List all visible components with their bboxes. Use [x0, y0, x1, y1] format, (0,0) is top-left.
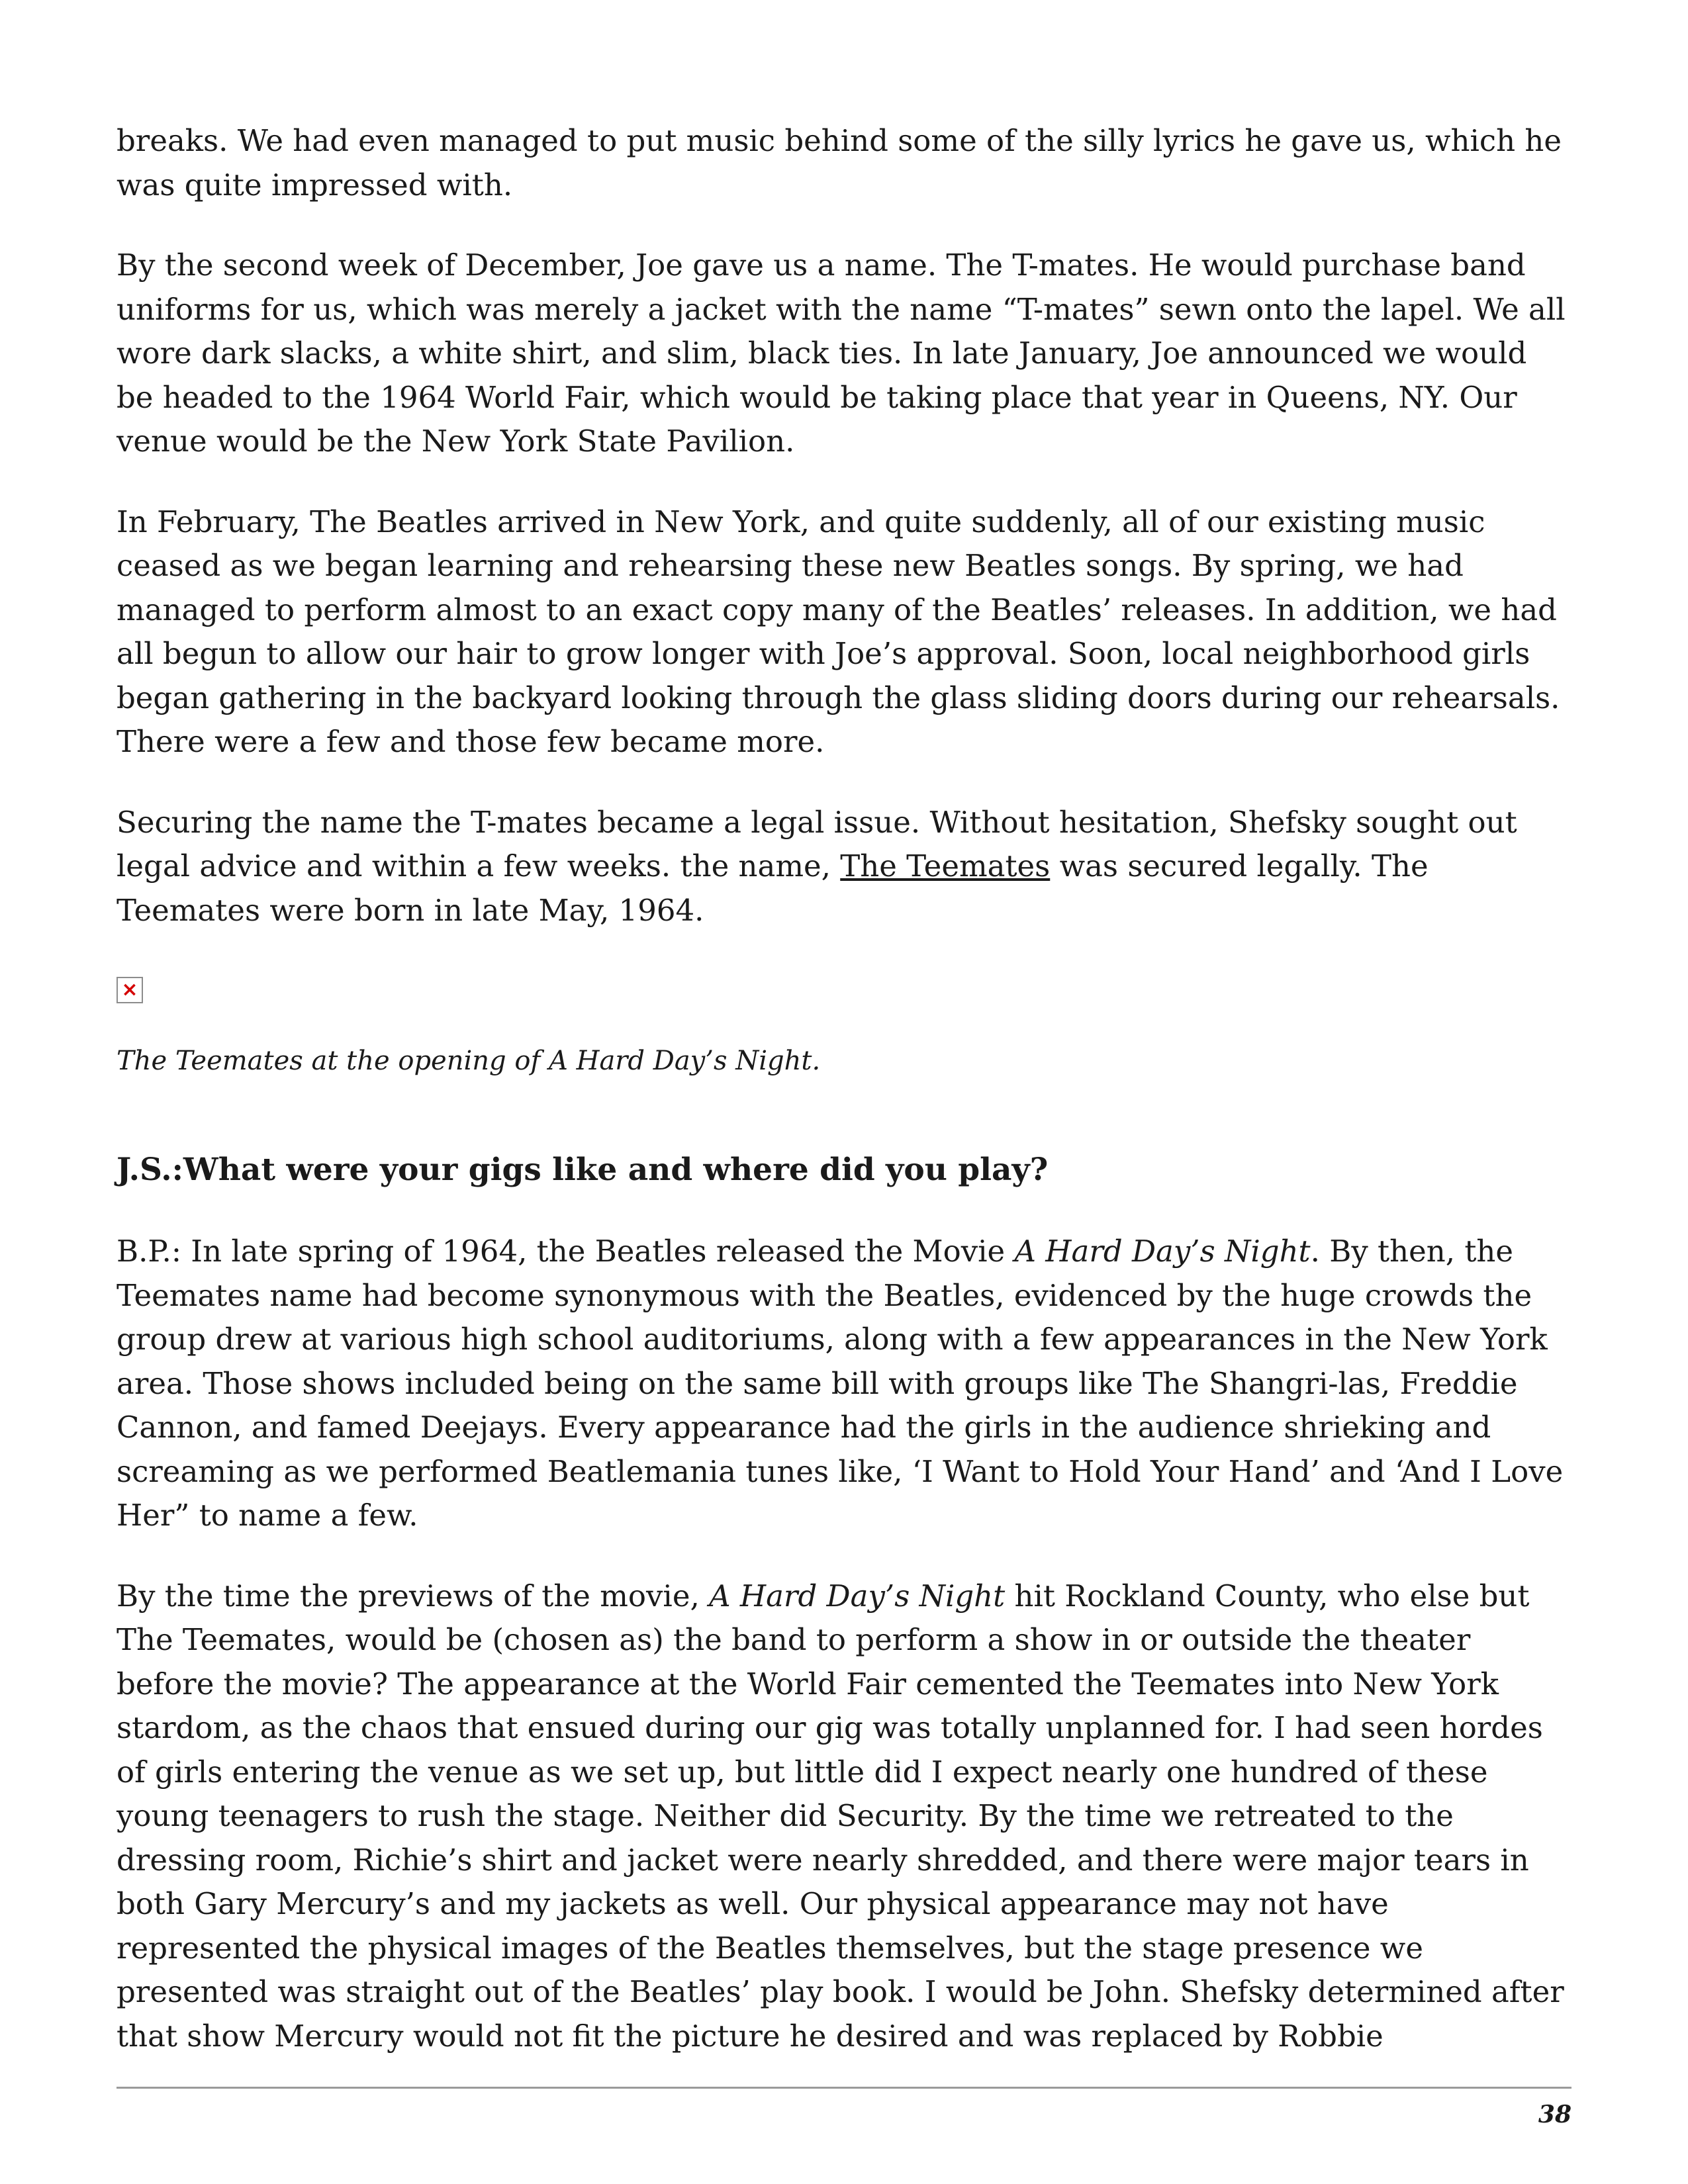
broken-image-icon: ×	[117, 977, 143, 1003]
teemates-link[interactable]: The Teemates	[840, 848, 1051, 884]
paragraph-4-text-before: Securing the name the T-mates became a legal issue. Without hesitation, Shefsky sought out legal advice and within a few weeks. the name,	[117, 804, 1517, 884]
article-body-bottom	[117, 1230, 1573, 2058]
paragraph-5-text-before: B.P.: In late spring of 1964, the Beatles released the Movie	[117, 1234, 1015, 1269]
image-caption: The Teemates at the opening of A Hard Day’s Night.	[117, 1046, 821, 1076]
movie-title: A Hard Day’s Night	[709, 1578, 1006, 1614]
footer-divider	[117, 2087, 1571, 2089]
interview-question-heading: J.S.:What were your gigs like and where did you play?	[117, 1152, 1049, 1188]
article-body-top	[117, 119, 1573, 933]
paragraph-6-text-after: hit Rockland County, who else but The Teemates, would be (chosen as) the band to perform a show in or outside the theater before the movie? The appearance at the World Fair cemented the Teemates into New York stardom, as the chaos that ensued during our gig was totally unplanned for. I had seen hordes of girls entering the venue as we set up, but little did I expect nearly one hundred of these young teenagers to rush the stage. Neither did Security. By the time we retreated to the dressing room, Richie’s shirt and jacket were nearly shredded, and there were major tears in both Gary Mercury’s and my jackets as well. Our physical appearance may not have represented the physical images of the Beatles themselves, but the stage presence we presented was straight out of the Beatles’ play book. I would be John. Shefsky determined after that show Mercury would not fit the picture he desired and was replaced by Robbie	[117, 1578, 1564, 2054]
movie-title: A Hard Day’s Night	[1014, 1234, 1311, 1269]
paragraph-6	[117, 1574, 1573, 2059]
paragraph-5-text-after: . By then, the Teemates name had become synonymous with the Beatles, evidenced by the huge crowds the group drew at various high school auditoriums, along with a few appearances in the New York area. Those shows included being on the same bill with groups like The Shangri-las, Freddie Cannon, and famed Deejays. Every appearance had the girls in the audience shrieking and screaming as we performed Beatlemania tunes like, ‘I Want to Hold Your Hand’ and ‘And I Love Her” to name a few.	[117, 1234, 1564, 1533]
page-number: 38	[1538, 2101, 1571, 2128]
paragraph-1: breaks. We had even managed to put music behind some of the silly lyrics he gave us, which he was quite impressed with.	[117, 123, 1562, 203]
paragraph-2: By the second week of December, Joe gave us a name. The T-mates. He would purchase band uniforms for us, which was merely a jacket with the name “T-mates” sewn onto the lapel. We all wore dark slacks, a white shirt, and slim, black ties. In late January, Joe announced we would be headed to the 1964 World Fair, which would be taking place that year in Queens, NY. Our venue would be the New York State Pavilion.	[117, 248, 1566, 459]
paragraph-4	[117, 801, 1573, 933]
paragraph-5	[117, 1230, 1573, 1538]
paragraph-3: In February, The Beatles arrived in New York, and quite suddenly, all of our existing music ceased as we began learning and rehearsing these new Beatles songs. By spring, we had managed to perform almost to an exact copy many of the Beatles’ releases. In addition, we had all begun to allow our hair to grow longer with Joe’s approval. Soon, local neighborhood girls began gathering in the backyard looking through the glass sliding doors during our rehearsals. There were a few and those few became more.	[117, 504, 1560, 759]
paragraph-4-text-after: was secured legally. The Teemates were born in late May, 1964.	[117, 848, 1429, 928]
paragraph-6-text-before: By the time the previews of the movie,	[117, 1578, 710, 1614]
